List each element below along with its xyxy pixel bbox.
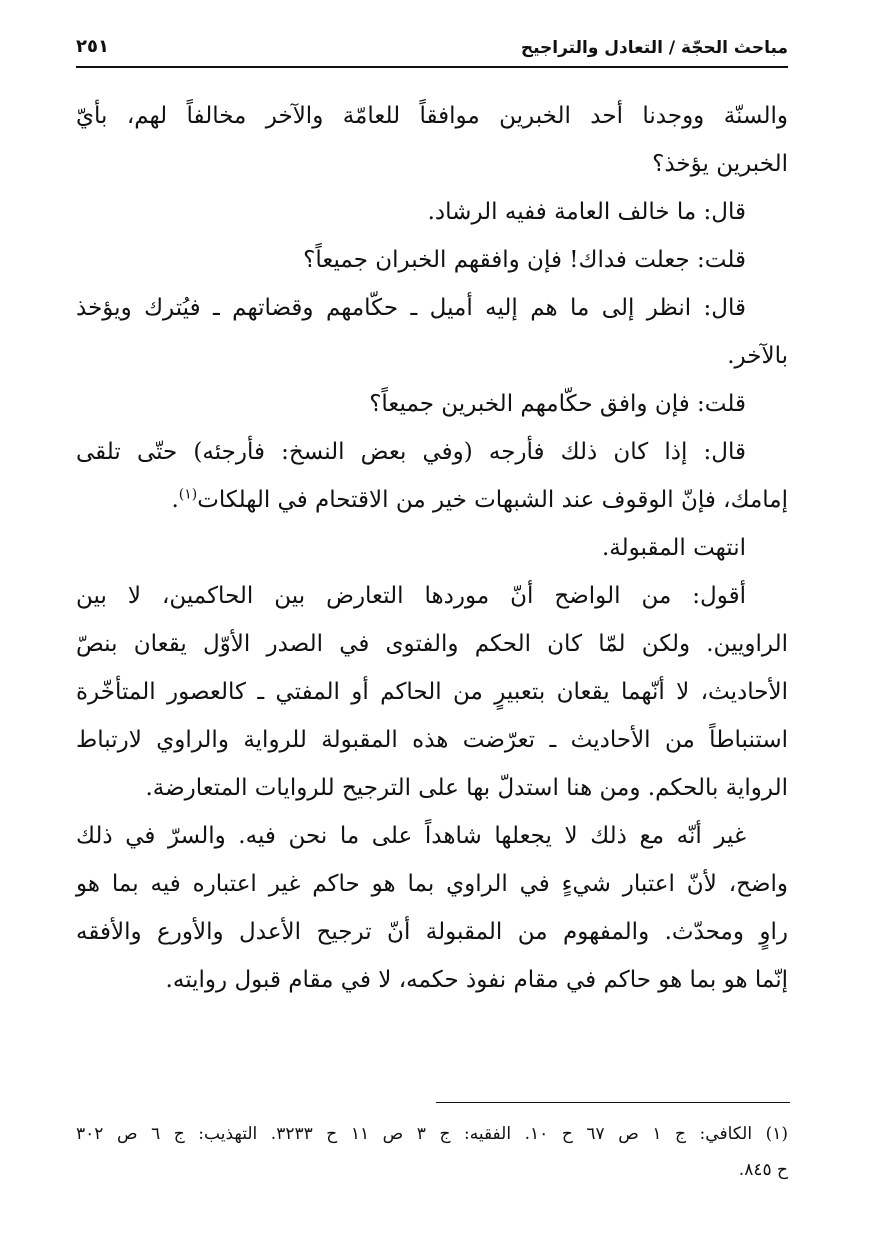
text-line-10: انتهت المقبولة. (601, 535, 746, 561)
text-line-2: الخبرين يؤخذ؟ (652, 151, 788, 177)
footnote-line-1: (١) الكافي: ج ١ ص ٦٧ ح ١٠. الفقيه: ج ٣ ص ١١ ح ٣٢٣٣. التهذيب: ج ٦ ص ٣٠٢ (76, 1124, 789, 1144)
body-text (76, 92, 788, 1004)
text-line-14: استنباطاً من الأحاديث ـ تعرّضت هذه المقبولة للرواية والراوي لارتباط (76, 727, 788, 753)
running-header (76, 36, 788, 68)
footnotes (76, 1116, 788, 1188)
text-line-1: والسنّة ووجدنا أحد الخبرين موافقاً للعامّة والآخر مخالفاً لهم، بأيّ (76, 103, 788, 129)
text-line-5: قال: انظر إلى ما هم إليه أميل ـ حكّامهم وقضاتهم ـ فيُترك ويؤخذ (76, 295, 746, 321)
text-line-8: قال: إذا كان ذلك فأرجه (وفي بعض النسخ: فأرجئه) حتّى تلقى (76, 439, 747, 465)
text-line-6: بالآخر. (727, 343, 788, 369)
footnote-divider (436, 1102, 790, 1103)
text-line-9-period: . (171, 487, 179, 513)
text-line-12: الراويين. ولكن لمّا كان الحكم والفتوى في الصدر الأوّل يقعان بنصّ (76, 631, 788, 657)
text-line-7: قلت: فإن وافق حكّامهم الخبرين جميعاً؟ (369, 391, 746, 417)
text-line-11: أقول: من الواضح أنّ موردها التعارض بين الحاكمين، لا بين (76, 583, 746, 609)
text-line-9-body: إمامك، فإنّ الوقوف عند الشبهات خير من الاقتحام في الهلكات (197, 487, 788, 513)
text-line-4: قلت: جعلت فداك! فإن وافقهم الخبران جميعاً؟ (303, 247, 746, 273)
text-line-9 (76, 476, 788, 524)
page-number: ٢٥١ (76, 36, 109, 57)
text-line-19: إنّما هو بما هو حاكم في مقام نفوذ حكمه، لا في مقام قبول روايته. (165, 967, 788, 993)
text-line-15: الرواية بالحكم. ومن هنا استدلّ بها على الترجيح للروايات المتعارضة. (145, 775, 788, 801)
text-line-17: واضح، لأنّ اعتبار شيءٍ في الراوي بما هو حاكم غير اعتباره فيه بما هو (76, 871, 788, 897)
header-title: مباحث الحجّة / التعادل والتراجيح (520, 38, 788, 58)
footnote-reference: (١) (178, 486, 198, 503)
footnote-line-2: ح ٨٤٥. (738, 1160, 788, 1180)
text-line-13: الأحاديث، لا أنّهما يقعان بتعبيرٍ من الحاكم أو المفتي ـ كالعصور المتأخّرة (76, 679, 788, 705)
text-line-16: غير أنّه مع ذلك لا يجعلها شاهداً على ما نحن فيه. والسرّ في ذلك (76, 823, 746, 849)
text-line-18: راوٍ ومحدّث. والمفهوم من المقبولة أنّ ترجيح الأعدل والأورع والأفقه (76, 919, 788, 945)
text-line-3: قال: ما خالف العامة ففيه الرشاد. (427, 199, 746, 225)
